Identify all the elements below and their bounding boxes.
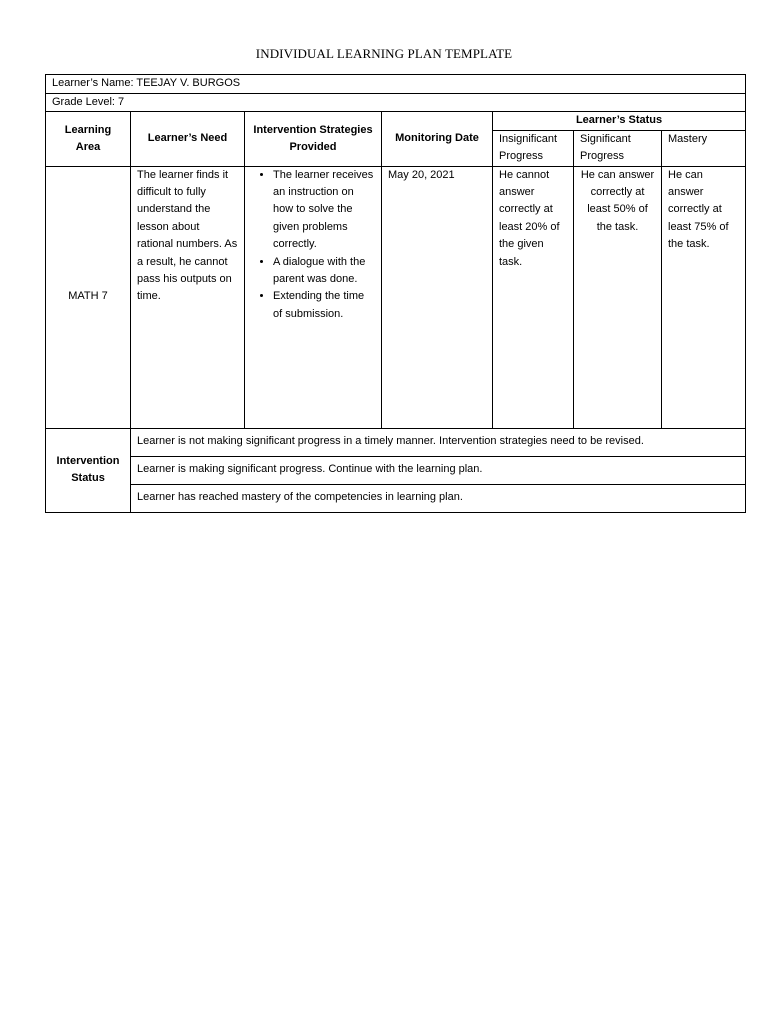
insignificant-progress-cell: He cannot answer correctly at least 20% of the given task.	[493, 166, 574, 428]
header-mastery: Mastery	[662, 130, 746, 166]
learning-plan-table	[45, 74, 746, 513]
intervention-status-option: Learner is making significant progress. Continue with the learning plan.	[131, 456, 746, 484]
mastery-cell: He can answer correctly at least 75% of the task.	[662, 166, 746, 428]
header-intervention-strategies: Intervention Strategies Provided	[245, 112, 382, 166]
header-monitoring-date: Monitoring Date	[382, 112, 493, 166]
significant-progress-cell: He can answer correctly at least 50% of the task.	[574, 166, 662, 428]
intervention-status-option: Learner has reached mastery of the competencies in learning plan.	[131, 484, 746, 512]
monitoring-date-cell: May 20, 2021	[382, 166, 493, 428]
header-learners-status: Learner’s Status	[493, 112, 746, 130]
header-learning-area: Learning Area	[46, 112, 131, 166]
intervention-status-option: Learner is not making significant progress in a timely manner. Intervention strategies need to be revised.	[131, 428, 746, 456]
strategies-list	[251, 167, 375, 324]
learning-area-cell: MATH 7	[46, 166, 131, 428]
strategy-item: • A dialogue with the parent was done.	[273, 254, 375, 289]
intervention-status-label: Intervention Status	[46, 428, 131, 512]
learners-need-cell: The learner finds it difficult to fully understand the lesson about rational numbers. As a result, he cannot pass his outputs on time.	[131, 166, 245, 428]
header-learners-need: Learner’s Need	[131, 112, 245, 166]
grade-level: Grade Level: 7	[46, 94, 746, 112]
learner-name: Learner’s Name: TEEJAY V. BURGOS	[46, 75, 746, 94]
strategy-item: • Extending the time of submission.	[273, 288, 375, 323]
header-insignificant-progress: Insignificant Progress	[493, 130, 574, 166]
strategies-cell	[245, 166, 382, 428]
strategy-item: • The learner receives an instruction on how to solve the given problems correctly.	[273, 167, 375, 254]
header-significant-progress: Significant Progress	[574, 130, 662, 166]
document-title: INDIVIDUAL LEARNING PLAN TEMPLATE	[255, 46, 513, 61]
